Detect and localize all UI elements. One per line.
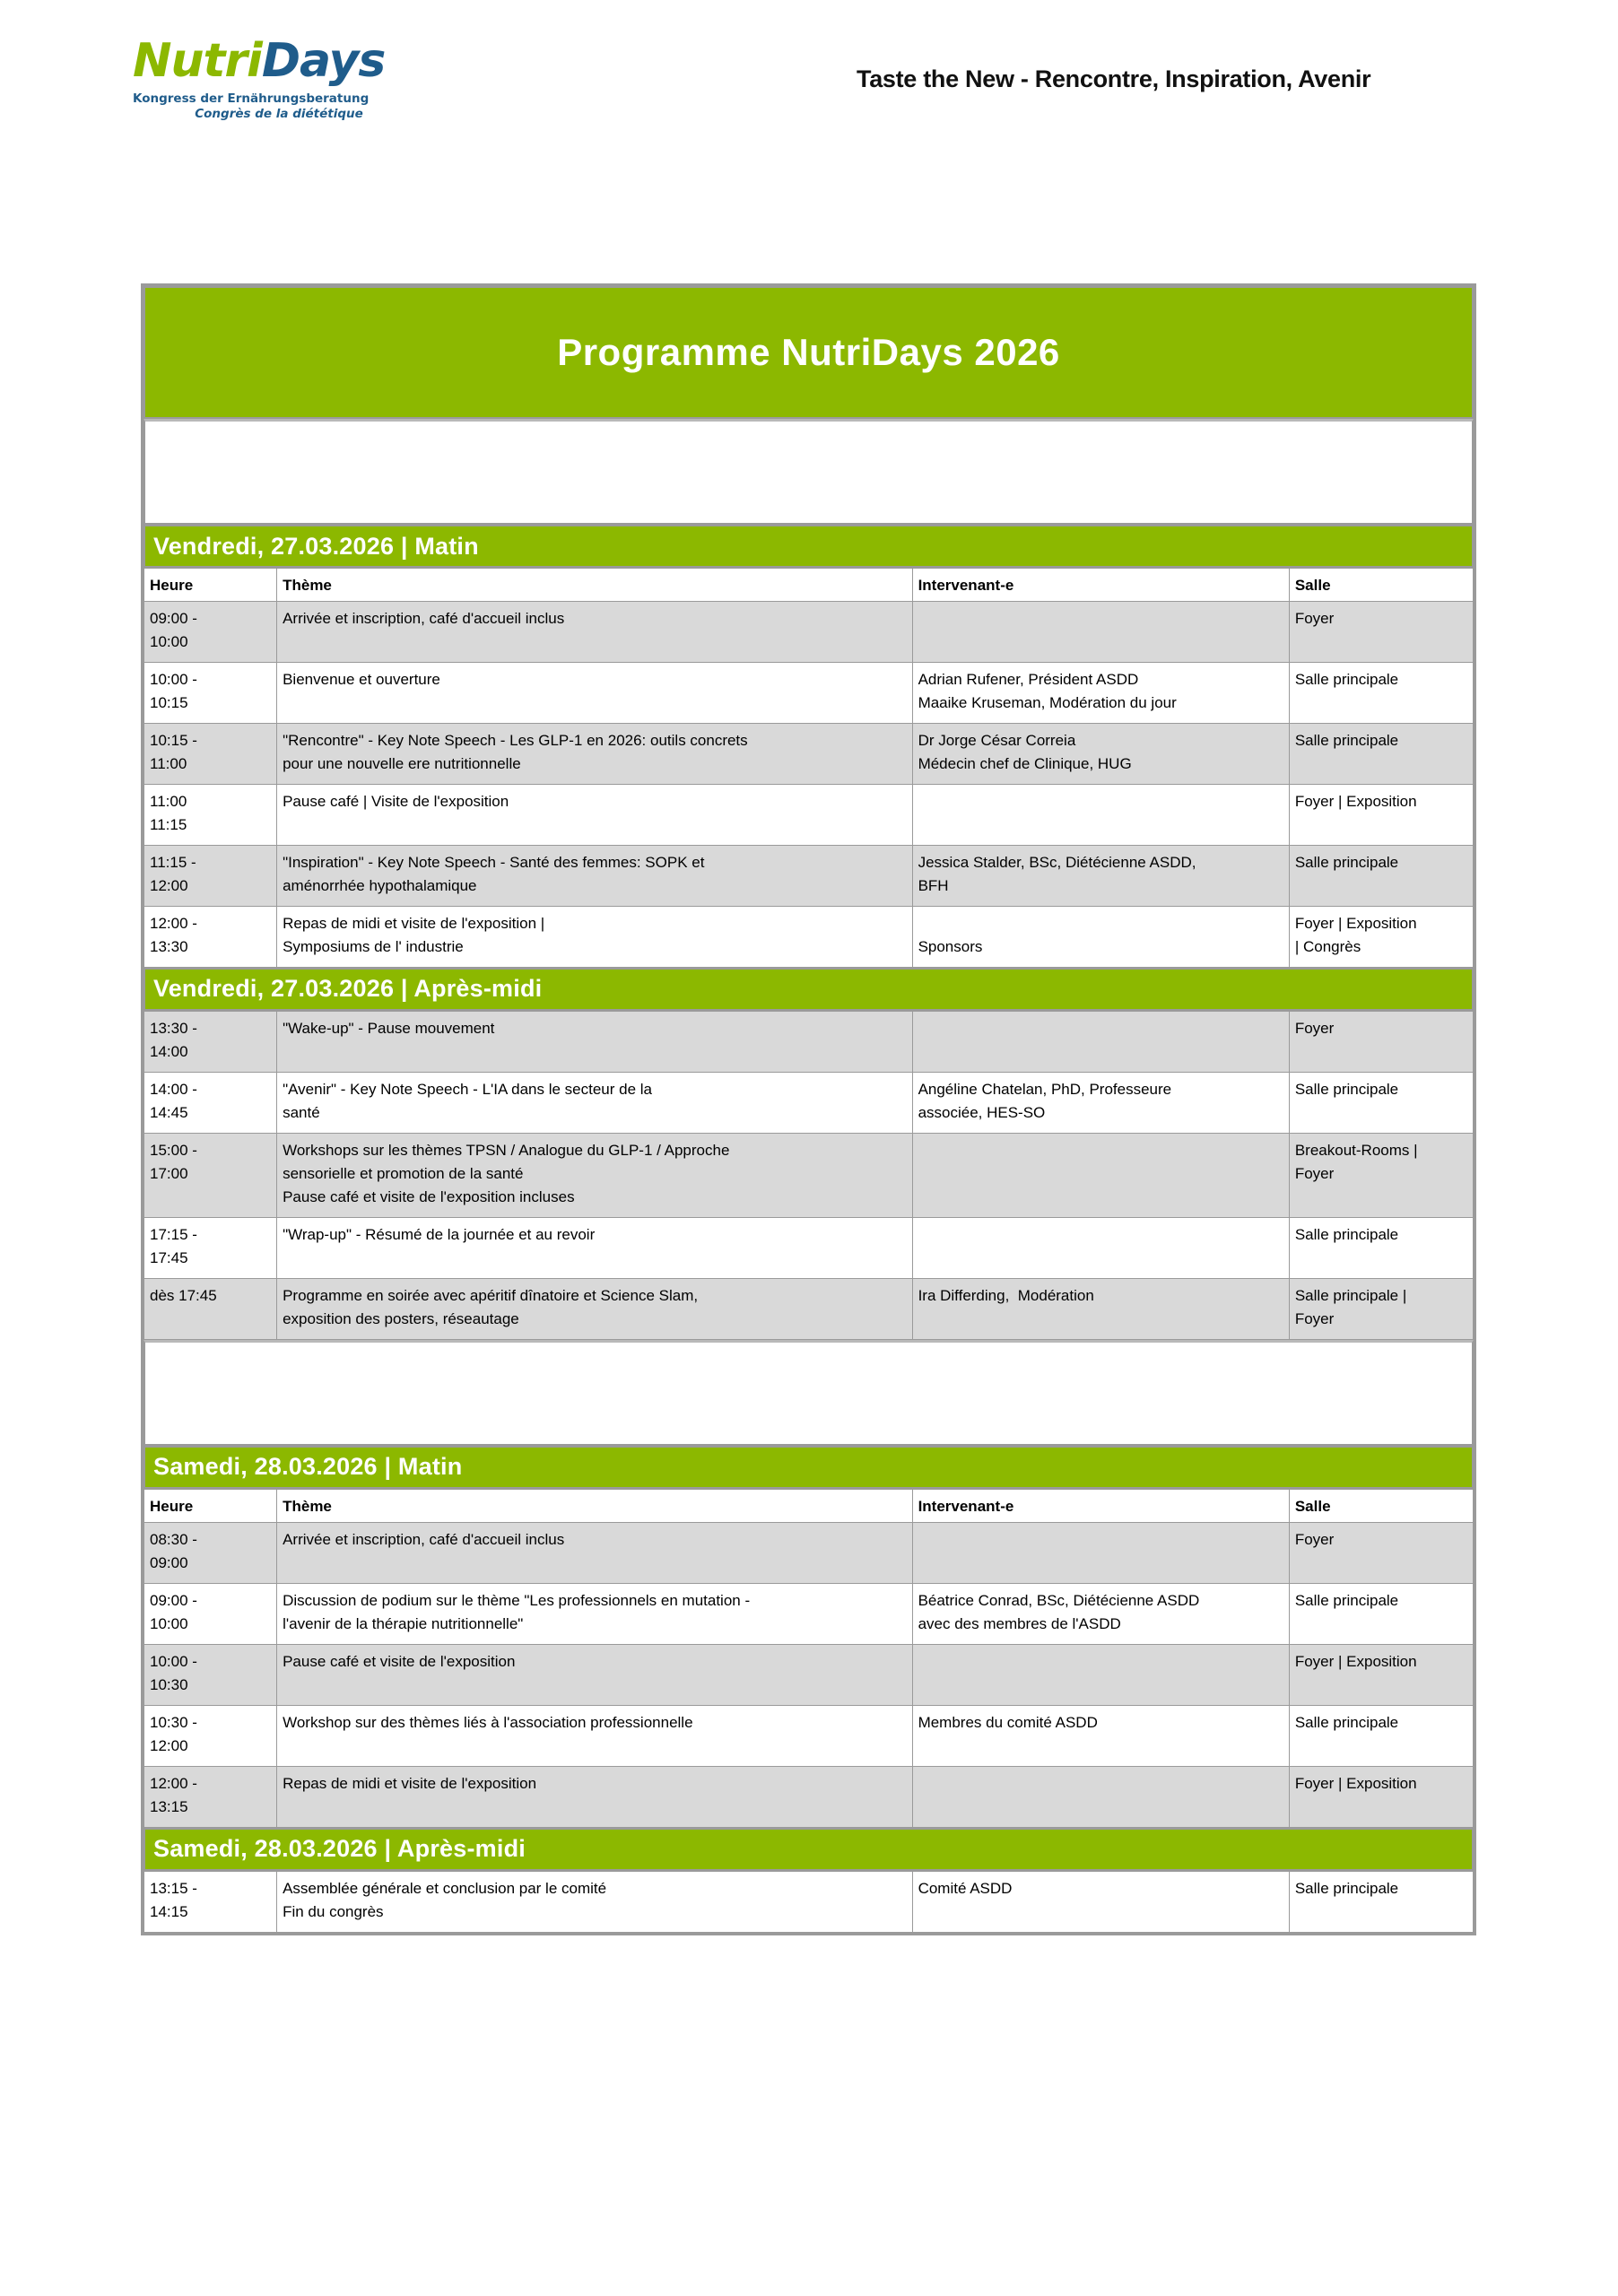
cell-line: 13:15 - <box>150 1879 197 1897</box>
section-heading-label: Vendredi, 27.03.2026 | Après-midi <box>153 975 543 1003</box>
cell-intervenant <box>912 723 1289 784</box>
cell-line: Angéline Chatelan, PhD, Professeure <box>918 1080 1172 1098</box>
cell-theme <box>277 662 912 723</box>
cell-line <box>1295 1900 1468 1924</box>
cell-heure <box>144 1217 277 1278</box>
cell-line: 12:00 - <box>150 914 197 932</box>
cell-line: Foyer <box>1294 609 1335 627</box>
cell-heure <box>144 1766 277 1827</box>
cell-line <box>918 1040 1284 1064</box>
cell-salle <box>1289 662 1473 723</box>
cell-line: Salle principale <box>1294 1080 1399 1098</box>
cell-line: BFH <box>918 876 949 894</box>
cell-line: 12:00 - <box>150 1774 197 1792</box>
cell-line: Workshop sur des thèmes liés à l'association professionnelle <box>283 1713 693 1731</box>
cell-intervenant <box>912 662 1289 723</box>
cell-intervenant <box>912 1072 1289 1133</box>
cell-line: "Avenir" - Key Note Speech - L'IA dans le secteur de la <box>283 1080 652 1098</box>
cell-line <box>918 1772 1284 1796</box>
cell-line <box>1295 752 1468 776</box>
table-row <box>144 784 1474 845</box>
cell-intervenant <box>912 1871 1289 1932</box>
cell-theme <box>277 1766 912 1827</box>
page-title: Programme NutriDays 2026 <box>557 331 1060 373</box>
table-row <box>144 662 1474 723</box>
cell-heure <box>144 784 277 845</box>
cell-line: Foyer | Exposition <box>1294 792 1417 810</box>
cell-salle <box>1289 1583 1473 1644</box>
cell-line: Arrivée et inscription, café d'accueil inclus <box>283 1530 565 1548</box>
cell-line: l'avenir de la thérapie nutritionnelle" <box>283 1614 524 1632</box>
cell-line: 14:00 - <box>150 1080 197 1098</box>
cell-line: Ira Differding, Modération <box>918 1286 1094 1304</box>
section-header-samedi-matin <box>144 1446 1474 1489</box>
cell-intervenant <box>912 1583 1289 1644</box>
cell-line: 17:45 <box>150 1248 188 1266</box>
cell-line <box>283 691 907 715</box>
column-header-heure: Heure <box>144 1489 277 1522</box>
section-header-vendredi-apres-midi <box>144 968 1474 1011</box>
cell-line <box>283 1796 907 1819</box>
cell-line: Médecin chef de Clinique, HUG <box>918 754 1132 772</box>
table-row <box>144 906 1474 967</box>
table-header-row <box>144 569 1474 602</box>
cell-line <box>918 1223 1284 1247</box>
schedule-table-samedi-matin <box>144 1489 1474 1828</box>
cell-line: 09:00 <box>150 1553 188 1571</box>
table-row <box>144 1217 1474 1278</box>
cell-line <box>918 1186 1284 1209</box>
cell-heure <box>144 662 277 723</box>
cell-salle <box>1289 784 1473 845</box>
cell-line: avec des membres de l'ASDD <box>918 1614 1121 1632</box>
section-heading-label: Samedi, 28.03.2026 | Matin <box>153 1453 463 1481</box>
table-row <box>144 601 1474 662</box>
cell-salle <box>1289 1011 1473 1072</box>
cell-line: Salle principale <box>1294 670 1399 688</box>
cell-line: "Wrap-up" - Résumé de la journée et au revoir <box>283 1225 596 1243</box>
cell-line <box>918 790 1284 813</box>
column-header-intervenant: Intervenant-e <box>912 569 1289 602</box>
cell-line: Pause café | Visite de l'exposition <box>283 792 509 810</box>
cell-line <box>150 1308 272 1331</box>
cell-line: "Rencontre" - Key Note Speech - Les GLP-1 en 2026: outils concrets <box>283 731 748 749</box>
cell-theme <box>277 1522 912 1583</box>
cell-intervenant <box>912 1217 1289 1278</box>
cell-line <box>283 813 907 837</box>
cell-salle <box>1289 1217 1473 1278</box>
cell-line: Salle principale <box>1294 1591 1399 1609</box>
cell-theme <box>277 1871 912 1932</box>
cell-line <box>283 1040 907 1064</box>
cell-line: Adrian Rufener, Président ASDD <box>918 670 1139 688</box>
cell-salle <box>1289 906 1473 967</box>
cell-intervenant <box>912 1766 1289 1827</box>
table-row <box>144 1705 1474 1766</box>
cell-line: Salle principale | <box>1294 1286 1407 1304</box>
cell-line: Sponsors <box>918 937 983 955</box>
cell-line <box>918 912 1284 935</box>
schedule-table-vendredi-apres-midi <box>144 1011 1474 1340</box>
cell-line: 11:15 - <box>150 853 196 871</box>
cell-line: Maaike Kruseman, Modération du jour <box>918 693 1177 711</box>
cell-heure <box>144 1011 277 1072</box>
sections-host <box>144 525 1474 1933</box>
cell-line <box>1295 1735 1468 1758</box>
cell-line: 17:00 <box>150 1164 188 1182</box>
cell-heure <box>144 1278 277 1339</box>
column-header-theme: Thème <box>277 1489 912 1522</box>
spacer-box-top <box>144 419 1474 525</box>
cell-theme <box>277 723 912 784</box>
cell-line <box>918 1796 1284 1819</box>
cell-line <box>283 1247 907 1270</box>
cell-line: Assemblée générale et conclusion par le comité <box>283 1879 607 1897</box>
cell-line: 11:15 <box>150 815 187 833</box>
cell-line: 10:00 - <box>150 670 197 688</box>
table-row <box>144 1766 1474 1827</box>
cell-line: pour une nouvelle ere nutritionnelle <box>283 754 521 772</box>
cell-line: Béatrice Conrad, BSc, Diétécienne ASDD <box>918 1591 1200 1609</box>
program-container <box>141 283 1476 1935</box>
cell-line: 13:30 - <box>150 1019 197 1037</box>
table-header-row <box>144 1489 1474 1522</box>
cell-line <box>918 1528 1284 1552</box>
cell-line: 14:00 <box>150 1042 188 1060</box>
cell-intervenant <box>912 1644 1289 1705</box>
cell-line <box>1295 1247 1468 1270</box>
cell-line: 10:15 <box>150 693 188 711</box>
cell-line <box>1295 1796 1468 1819</box>
cell-heure <box>144 1133 277 1217</box>
cell-intervenant <box>912 784 1289 845</box>
cell-line: 15:00 - <box>150 1141 197 1159</box>
cell-heure <box>144 1072 277 1133</box>
cell-line: Jessica Stalder, BSc, Diétécienne ASDD, <box>918 853 1196 871</box>
cell-salle <box>1289 1766 1473 1827</box>
cell-line <box>283 1735 907 1758</box>
cell-line: 14:15 <box>150 1902 188 1920</box>
logo-wordmark <box>133 34 438 88</box>
table-row <box>144 723 1474 784</box>
cell-line: Programme en soirée avec apéritif dînatoire et Science Slam, <box>283 1286 699 1304</box>
cell-salle <box>1289 1644 1473 1705</box>
cell-heure <box>144 1522 277 1583</box>
cell-line: Salle principale <box>1294 1713 1399 1731</box>
cell-line: Membres du comité ASDD <box>918 1713 1098 1731</box>
cell-line <box>1295 1186 1468 1209</box>
column-header-heure: Heure <box>144 569 277 602</box>
cell-line: Salle principale <box>1294 1879 1399 1897</box>
cell-theme <box>277 601 912 662</box>
cell-line <box>1295 874 1468 898</box>
cell-line: Foyer <box>1294 1164 1335 1182</box>
cell-line: Arrivée et inscription, café d'accueil inclus <box>283 609 565 627</box>
cell-line <box>918 1552 1284 1575</box>
cell-line <box>1295 1613 1468 1636</box>
cell-line: 10:30 <box>150 1675 188 1693</box>
cell-line <box>1295 1674 1468 1697</box>
cell-line: 12:00 <box>150 1736 188 1754</box>
column-header-theme: Thème <box>277 569 912 602</box>
cell-salle <box>1289 1133 1473 1217</box>
table-row <box>144 1072 1474 1133</box>
cell-line: 14:45 <box>150 1103 188 1121</box>
cell-theme <box>277 1278 912 1339</box>
cell-line: Salle principale <box>1294 1225 1399 1243</box>
logo-wordmark-days: Days <box>261 34 386 88</box>
cell-line <box>918 631 1284 654</box>
cell-heure <box>144 906 277 967</box>
logo-wordmark-nutri: Nutri <box>133 34 262 88</box>
cell-intervenant <box>912 1522 1289 1583</box>
cell-line: 17:15 - <box>150 1225 197 1243</box>
cell-line: Breakout-Rooms | <box>1294 1141 1418 1159</box>
spacer-box-middle <box>144 1340 1474 1446</box>
table-row <box>144 1871 1474 1932</box>
cell-line: Pause café et visite de l'exposition incluses <box>283 1187 575 1205</box>
cell-theme <box>277 1011 912 1072</box>
cell-theme <box>277 1644 912 1705</box>
cell-line <box>1295 813 1468 837</box>
logo-subtitle-fr: Congrès de la diététique <box>195 106 363 121</box>
cell-theme <box>277 1217 912 1278</box>
cell-line: 10:15 - <box>150 731 197 749</box>
section-header-vendredi-matin <box>144 525 1474 568</box>
cell-salle <box>1289 601 1473 662</box>
cell-salle <box>1289 723 1473 784</box>
section-header-samedi-apres-midi <box>144 1828 1474 1871</box>
section-heading-label: Samedi, 28.03.2026 | Après-midi <box>153 1835 526 1863</box>
cell-salle <box>1289 845 1473 906</box>
cell-intervenant <box>912 1133 1289 1217</box>
cell-line <box>918 1308 1284 1331</box>
cell-salle <box>1289 1278 1473 1339</box>
cell-line: Foyer | Exposition <box>1294 1774 1417 1792</box>
cell-line: Pause café et visite de l'exposition <box>283 1652 516 1670</box>
table-row <box>144 1644 1474 1705</box>
table-row <box>144 1133 1474 1217</box>
cell-salle <box>1289 1871 1473 1932</box>
column-header-intervenant: Intervenant-e <box>912 1489 1289 1522</box>
cell-line: Comité ASDD <box>918 1879 1013 1897</box>
cell-heure <box>144 1871 277 1932</box>
cell-intervenant <box>912 601 1289 662</box>
cell-line: 09:00 - <box>150 1591 197 1609</box>
cell-line <box>918 1900 1284 1924</box>
cell-line <box>918 607 1284 631</box>
cell-intervenant <box>912 1011 1289 1072</box>
cell-theme <box>277 1705 912 1766</box>
cell-line: Foyer | Exposition <box>1294 914 1417 932</box>
table-row <box>144 1522 1474 1583</box>
cell-line <box>918 1017 1284 1040</box>
column-header-salle: Salle <box>1289 569 1473 602</box>
cell-line: Fin du congrès <box>283 1902 384 1920</box>
cell-line: Foyer <box>1294 1530 1335 1548</box>
cell-theme <box>277 906 912 967</box>
cell-line: 12:00 <box>150 876 188 894</box>
cell-line <box>283 1552 907 1575</box>
table-row <box>144 845 1474 906</box>
cell-line: Foyer <box>1294 1309 1335 1327</box>
cell-line <box>918 1650 1284 1674</box>
cell-line: 11:00 <box>150 792 187 810</box>
cell-line: 10:30 - <box>150 1713 197 1731</box>
cell-line: 10:00 - <box>150 1652 197 1670</box>
cell-line <box>918 1139 1284 1162</box>
column-header-salle: Salle <box>1289 1489 1473 1522</box>
cell-line <box>918 1735 1284 1758</box>
cell-line: Salle principale <box>1294 731 1399 749</box>
cell-line: dès 17:45 <box>150 1286 217 1304</box>
cell-line: Repas de midi et visite de l'exposition | <box>283 914 545 932</box>
cell-line <box>918 1674 1284 1697</box>
cell-theme <box>277 1583 912 1644</box>
cell-line <box>918 1162 1284 1186</box>
cell-theme <box>277 784 912 845</box>
cell-line: "Wake-up" - Pause mouvement <box>283 1019 495 1037</box>
cell-intervenant <box>912 906 1289 967</box>
cell-theme <box>277 845 912 906</box>
cell-line <box>283 631 907 654</box>
cell-line <box>1295 631 1468 654</box>
cell-line: Bienvenue et ouverture <box>283 670 440 688</box>
cell-theme <box>277 1072 912 1133</box>
cell-line: 08:30 - <box>150 1530 197 1548</box>
cell-heure <box>144 1583 277 1644</box>
cell-line: 13:15 <box>150 1797 188 1815</box>
cell-intervenant <box>912 1705 1289 1766</box>
cell-line: associée, HES-SO <box>918 1103 1046 1121</box>
cell-intervenant <box>912 845 1289 906</box>
cell-theme <box>277 1133 912 1217</box>
cell-line: sensorielle et promotion de la santé <box>283 1164 524 1182</box>
cell-line: 10:00 <box>150 632 188 650</box>
cell-line <box>918 1247 1284 1270</box>
cell-line: 13:30 <box>150 937 188 955</box>
header-tagline: Taste the New - Rencontre, Inspiration, Avenir <box>857 65 1371 92</box>
cell-heure <box>144 601 277 662</box>
cell-line: Symposiums de l' industrie <box>283 937 464 955</box>
program-title-bar <box>144 286 1474 419</box>
nutridays-logo <box>133 34 438 122</box>
logo-subtitle-de: Kongress der Ernährungsberatung <box>133 91 370 106</box>
cell-line: Salle principale <box>1294 853 1399 871</box>
cell-line <box>283 1674 907 1697</box>
cell-heure <box>144 1705 277 1766</box>
cell-line <box>1295 691 1468 715</box>
cell-heure <box>144 723 277 784</box>
cell-line: Repas de midi et visite de l'exposition <box>283 1774 537 1792</box>
cell-line: Discussion de podium sur le thème "Les professionnels en mutation - <box>283 1591 751 1609</box>
table-row <box>144 1583 1474 1644</box>
cell-line: | Congrès <box>1294 937 1361 955</box>
cell-line: Workshops sur les thèmes TPSN / Analogue du GLP-1 / Approche <box>283 1141 730 1159</box>
cell-line: Foyer <box>1294 1019 1335 1037</box>
cell-line: aménorrhée hypothalamique <box>283 876 477 894</box>
cell-line: exposition des posters, réseautage <box>283 1309 519 1327</box>
cell-line: 11:00 <box>150 754 187 772</box>
cell-line <box>1295 1101 1468 1125</box>
cell-line: santé <box>283 1103 320 1121</box>
page-header <box>0 0 1618 170</box>
cell-line: 10:00 <box>150 1614 188 1632</box>
cell-line: Dr Jorge César Correia <box>918 731 1076 749</box>
cell-heure <box>144 1644 277 1705</box>
cell-salle <box>1289 1072 1473 1133</box>
cell-heure <box>144 845 277 906</box>
section-heading-label: Vendredi, 27.03.2026 | Matin <box>153 532 479 560</box>
cell-line: Foyer | Exposition <box>1294 1652 1417 1670</box>
cell-line <box>918 813 1284 837</box>
table-row <box>144 1278 1474 1339</box>
cell-line: "Inspiration" - Key Note Speech - Santé des femmes: SOPK et <box>283 853 705 871</box>
schedule-table-vendredi-matin <box>144 568 1474 968</box>
cell-line <box>1295 1040 1468 1064</box>
cell-salle <box>1289 1705 1473 1766</box>
cell-line <box>1295 1552 1468 1575</box>
cell-salle <box>1289 1522 1473 1583</box>
schedule-table-samedi-apres-midi <box>144 1871 1474 1933</box>
cell-intervenant <box>912 1278 1289 1339</box>
table-row <box>144 1011 1474 1072</box>
cell-line: 09:00 - <box>150 609 197 627</box>
